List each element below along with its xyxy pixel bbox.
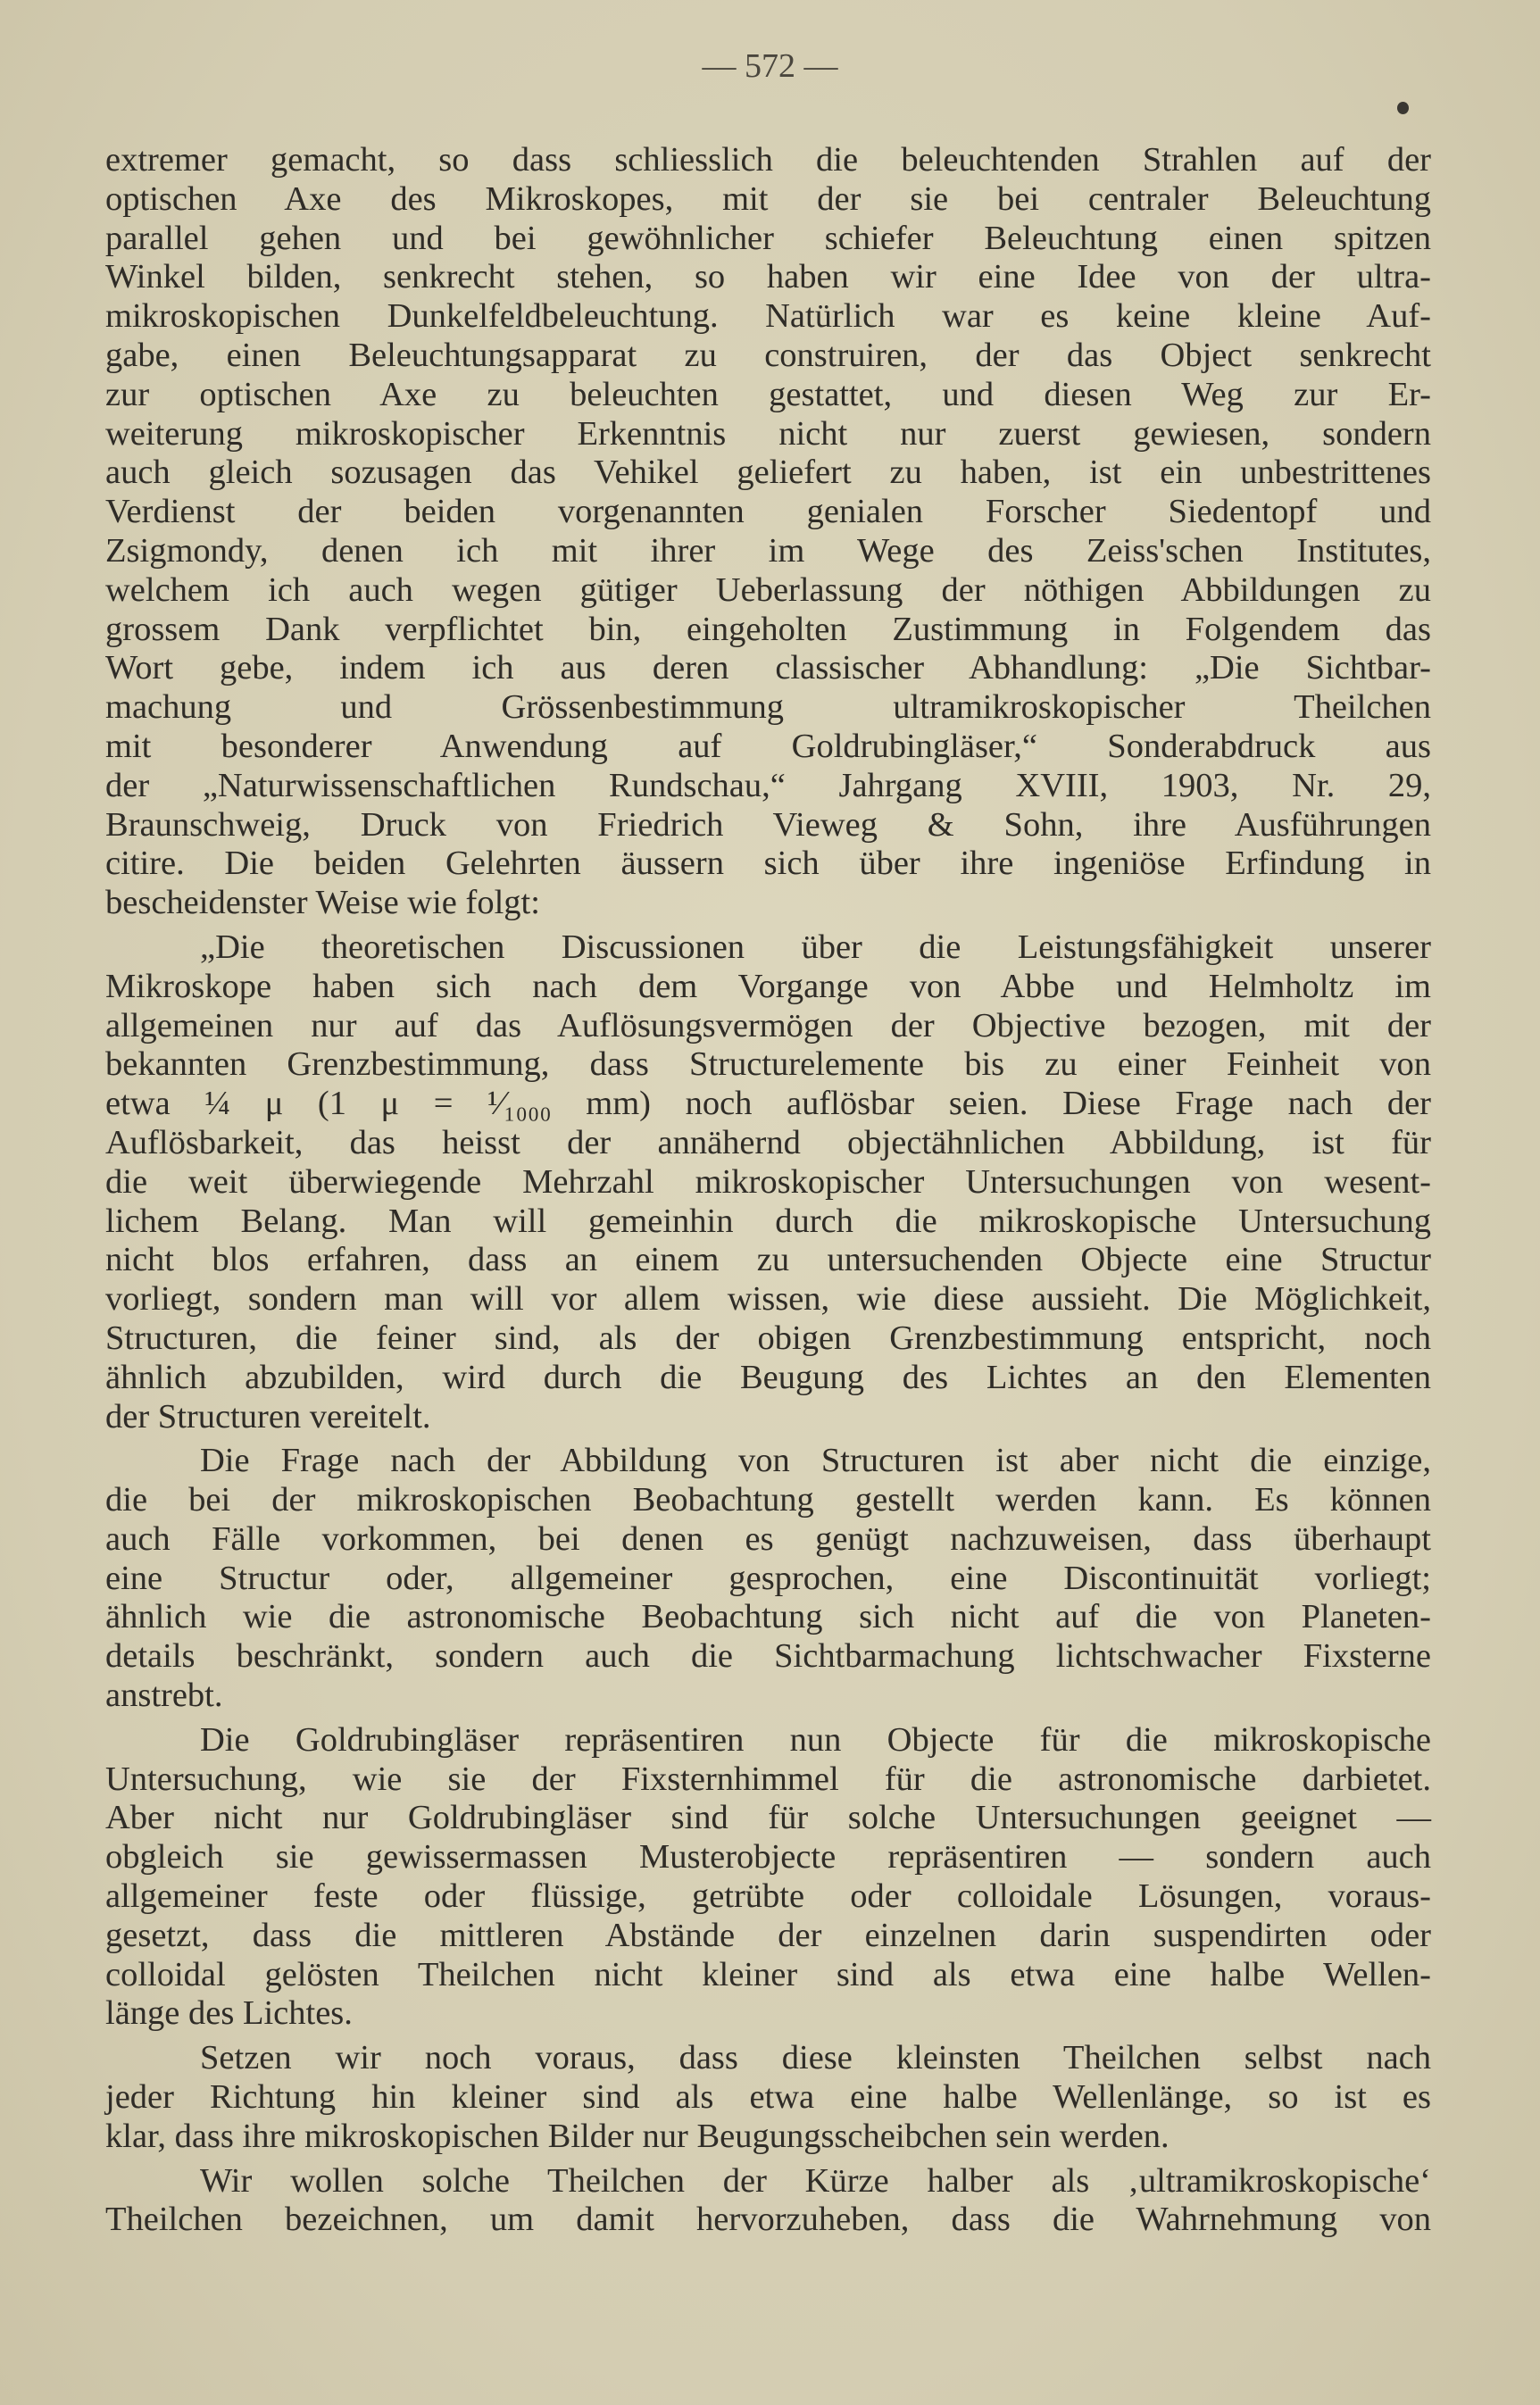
paragraph xyxy=(105,141,1431,923)
text-line: Wir wollen solche Theilchen der Kürze halber als ‚ultramikroskopische‘ xyxy=(200,2161,1431,2200)
text-line: welchem ich auch wegen gütiger Ueberlassung der nöthigen Abbildungen zu xyxy=(105,570,1431,609)
text-line: mit besonderer Anwendung auf Goldrubingläser,“ Sonderabdruck aus xyxy=(105,727,1431,765)
text-line: weiterung mikroskopischer Erkenntnis nicht nur zuerst gewiesen, sondern xyxy=(105,414,1431,453)
text-line: die weit überwiegende Mehrzahl mikroskopischer Untersuchungen von wesent- xyxy=(105,1162,1431,1201)
text-line: zur optischen Axe zu beleuchten gestattet, und diesen Weg zur Er- xyxy=(105,375,1431,413)
text-line: allgemeinen nur auf das Auflösungsvermögen der Objective bezogen, mit der xyxy=(105,1006,1431,1044)
text-line: Zsigmondy, denen ich mit ihrer im Wege des Zeiss'schen Institutes, xyxy=(105,531,1431,570)
text-line: gesetzt, dass die mittleren Abstände der einzelnen darin suspendirten oder xyxy=(105,1916,1431,1954)
text-line: eine Structur oder, allgemeiner gesprochen, eine Discontinuität vorliegt; xyxy=(105,1559,1431,1597)
paragraph xyxy=(105,1442,1431,1716)
text-line: Wort gebe, indem ich aus deren classischer Abhandlung: „Die Sichtbar- xyxy=(105,649,1431,687)
text-line: machung und Grössenbestimmung ultramikroskopischer Theilchen xyxy=(105,688,1431,727)
text-line: ähnlich abzubilden, wird durch die Beugung des Lichtes an den Elementen xyxy=(105,1358,1431,1396)
text-line: details beschränkt, sondern auch die Sichtbarmachung lichtschwacher Fixsterne xyxy=(105,1637,1431,1676)
text-line: etwa ¼ μ (1 μ = ¹⁄₁₀₀₀ mm) noch auflösbar seien. Diese Frage nach der xyxy=(105,1085,1431,1123)
text-line: colloidal gelösten Theilchen nicht kleiner sind als etwa eine halbe Wellen- xyxy=(105,1955,1431,1993)
text-line: Untersuchung, wie sie der Fixsternhimmel für die astronomische darbietet. xyxy=(105,1760,1431,1798)
text-line: grossem Dank verpflichtet bin, eingeholten Zustimmung in Folgendem das xyxy=(105,610,1431,648)
text-line: bescheidenster Weise wie folgt: xyxy=(105,884,540,922)
text-line: allgemeiner feste oder flüssige, getrübte oder colloidale Lösungen, voraus- xyxy=(105,1877,1431,1916)
text-line: Aber nicht nur Goldrubingläser sind für solche Untersuchungen geeignet — xyxy=(105,1799,1431,1837)
text-line: parallel gehen und bei gewöhnlicher schiefer Beleuchtung einen spitzen xyxy=(105,219,1431,257)
text-line: Structuren, die feiner sind, als der obigen Grenzbestimmung entspricht, noch xyxy=(105,1319,1431,1357)
text-line: Winkel bilden, senkrecht stehen, so haben wir eine Idee von der ultra- xyxy=(105,258,1431,296)
text-line: nicht blos erfahren, dass an einem zu untersuchenden Objecte eine Structur xyxy=(105,1241,1431,1279)
text-line: mikroskopischen Dunkelfeldbeleuchtung. Natürlich war es keine kleine Auf- xyxy=(105,297,1431,336)
text-line: auch Fälle vorkommen, bei denen es genügt nachzuweisen, dass überhaupt xyxy=(105,1519,1431,1558)
body-text xyxy=(105,141,1431,2240)
text-line: „Die theoretischen Discussionen über die Leistungsfähigkeit unserer xyxy=(200,928,1431,966)
text-line: Auflösbarkeit, das heisst der annähernd objectähnlichen Abbildung, ist für xyxy=(105,1123,1431,1161)
text-line: jeder Richtung hin kleiner sind als etwa eine halbe Wellenlänge, so ist es xyxy=(105,2078,1431,2117)
paragraph xyxy=(105,2162,1431,2241)
text-line: Die Frage nach der Abbildung von Structuren ist aber nicht die einzige, xyxy=(200,1442,1431,1480)
paragraph xyxy=(105,1721,1431,2034)
text-line: ähnlich wie die astronomische Beobachtung sich nicht auf die von Planeten- xyxy=(105,1598,1431,1636)
text-line: bekannten Grenzbestimmung, dass Structurelemente bis zu einer Feinheit von xyxy=(105,1045,1431,1084)
text-line: extremer gemacht, so dass schliesslich die beleuchtenden Strahlen auf der xyxy=(105,141,1431,179)
text-line: auch gleich sozusagen das Vehikel geliefert zu haben, ist ein unbestrittenes xyxy=(105,454,1431,492)
text-line: die bei der mikroskopischen Beobachtung gestellt werden kann. Es können xyxy=(105,1481,1431,1519)
text-line: anstrebt. xyxy=(105,1677,223,1715)
text-line: Braunschweig, Druck von Friedrich Vieweg & Sohn, ihre Ausführungen xyxy=(105,805,1431,844)
ink-speck xyxy=(1397,102,1409,114)
text-line: Die Goldrubingläser repräsentiren nun Objecte für die mikroskopische xyxy=(200,1720,1431,1759)
text-line: länge des Lichtes. xyxy=(105,1994,353,2033)
text-line: Verdienst der beiden vorgenannten genialen Forscher Siedentopf und xyxy=(105,493,1431,531)
paragraph xyxy=(105,928,1431,1436)
page-number: — 572 — xyxy=(702,47,838,85)
text-line: vorliegt, sondern man will vor allem wissen, wie diese aussieht. Die Möglichkeit, xyxy=(105,1280,1431,1319)
text-line: der Structuren vereitelt. xyxy=(105,1397,431,1436)
text-line: citire. Die beiden Gelehrten äussern sich über ihre ingeniöse Erfindung in xyxy=(105,845,1431,883)
text-line: Setzen wir noch voraus, dass diese kleinsten Theilchen selbst nach xyxy=(200,2039,1431,2077)
text-line: lichem Belang. Man will gemeinhin durch die mikroskopische Untersuchung xyxy=(105,1202,1431,1240)
text-line: obgleich sie gewissermassen Musterobjecte repräsentiren — sondern auch xyxy=(105,1838,1431,1877)
text-line: Theilchen bezeichnen, um damit hervorzuheben, dass die Wahrnehmung von xyxy=(105,2201,1431,2239)
paragraph xyxy=(105,2039,1431,2156)
text-line: optischen Axe des Mikroskopes, mit der sie bei centraler Beleuchtung xyxy=(105,179,1431,218)
text-line: Mikroskope haben sich nach dem Vorgange von Abbe und Helmholtz im xyxy=(105,967,1431,1005)
text-line: der „Naturwissenschaftlichen Rundschau,“ Jahrgang XVIII, 1903, Nr. 29, xyxy=(105,766,1431,804)
text-line: gabe, einen Beleuchtungsapparat zu construiren, der das Object senkrecht xyxy=(105,336,1431,374)
text-line: klar, dass ihre mikroskopischen Bilder nur Beugungsscheibchen sein werden. xyxy=(105,2117,1170,2155)
